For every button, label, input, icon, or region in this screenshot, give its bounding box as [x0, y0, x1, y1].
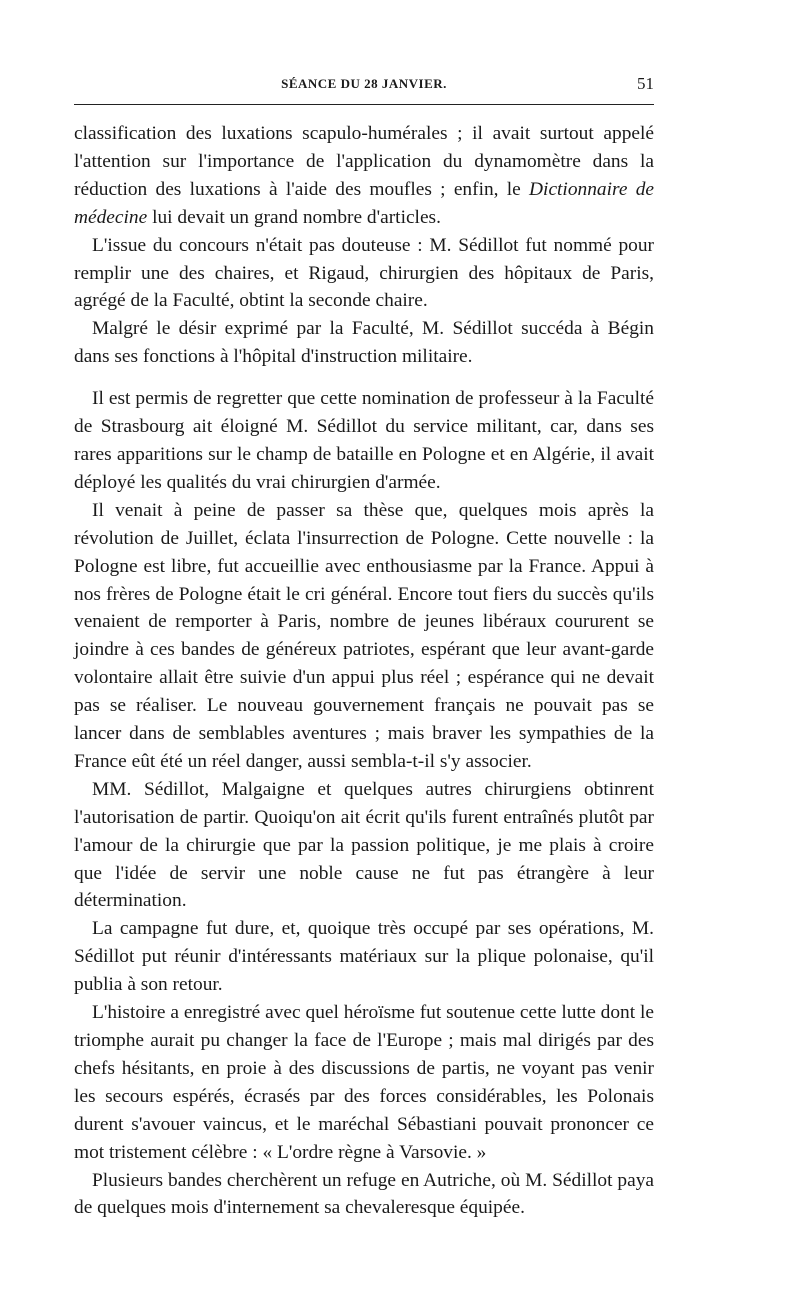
running-head — [74, 76, 654, 98]
paragraph-8: L'histoire a enregistré avec quel héroïsme fut soutenue cette lutte dont le triomphe aurait pu changer la face de l'Europe ; mais mal dirigés par des chefs hésitants, en proie à des discussions de partis, ne voyant pas venir les secours espérés, écrasés par des forces considérables, les Polonais durent s'avouer vaincus, et le maréchal Sébastiani pouvait prononcer ce mot tristement célèbre : « L'ordre règne à Varsovie. » — [74, 1002, 654, 1163]
dictionary-title: Dictionnaire de médecine — [74, 178, 654, 228]
paragraph-6: MM. Sédillot, Malgaigne et quelques autres chirurgiens obtinrent l'autorisation de partir. Quoiqu'on ait écrit qu'ils furent entraînés plutôt par l'amour de la chirurgie que par la passion politique, je me plais à croire que l'idée de servir une noble cause ne fut pas étrangère à leur détermination. — [74, 778, 654, 912]
page-number: 51 — [637, 74, 654, 93]
running-title: SÉANCE DU 28 JANVIER. — [281, 76, 447, 91]
paragraph-2: L'issue du concours n'était pas douteuse : M. Sédillot fut nommé pour remplir une des chaires, et Rigaud, chirurgien des hôpitaux de Paris, agrégé de la Faculté, obtint la seconde chaire. — [74, 234, 654, 312]
paragraph-5: Il venait à peine de passer sa thèse que, quelques mois après la révolution de Juillet, éclata l'insurrection de Pologne. Cette nouvelle : la Pologne est libre, fut accueillie avec enthousiasme par la France. Appui à nos frères de Pologne était le cri général. Encore tout fiers du succès qu'ils venaient de remporter à Paris, nombre de jeunes libéraux coururent se joindre à ces bandes de généreux patriotes, espérant que leur avant-garde volontaire allait être suivie d'un appui plus réel ; espérance qui ne devait pas se réaliser. Le nouveau gouvernement français ne pouvait pas se lancer dans de semblables aventures ; mais braver les sympathies de la France eût été un réel danger, aussi sembla-t-il s'y associer. — [74, 499, 654, 772]
paragraph-1 — [74, 120, 654, 232]
body-text — [74, 120, 654, 1222]
header-rule — [74, 104, 654, 105]
paragraph-3: Malgré le désir exprimé par la Faculté, M. Sédillot succéda à Bégin dans ses fonctions à l'hôpital d'instruction militaire. — [74, 318, 654, 368]
paragraph-9: Plusieurs bandes cherchèrent un refuge en Autriche, où M. Sédillot paya de quelques mois d'internement sa chevaleresque équipée. — [74, 1169, 654, 1219]
paragraph-4: Il est permis de regretter que cette nomination de professeur à la Faculté de Strasbourg ait éloigné M. Sédillot du service militant, car, dans ses rares apparitions sur le champ de bataille en Pologne et en Algérie, il avait déployé les qualités du vrai chirurgien d'armée. — [74, 388, 654, 493]
paragraph-7: La campagne fut dure, et, quoique très occupé par ses opérations, M. Sédillot put réunir d'intéressants matériaux sur la plique polonaise, qu'il publia à son retour. — [74, 918, 654, 996]
paragraph-1-text-before: classification des luxations scapulo-humérales ; il avait surtout appelé l'attention sur l'importance de l'application du dynamomètre dans la réduction des luxations à l'aide des moufles ; enfin, le — [74, 123, 654, 200]
paragraph-1-text-after: lui devait un grand nombre d'articles. — [147, 206, 441, 228]
